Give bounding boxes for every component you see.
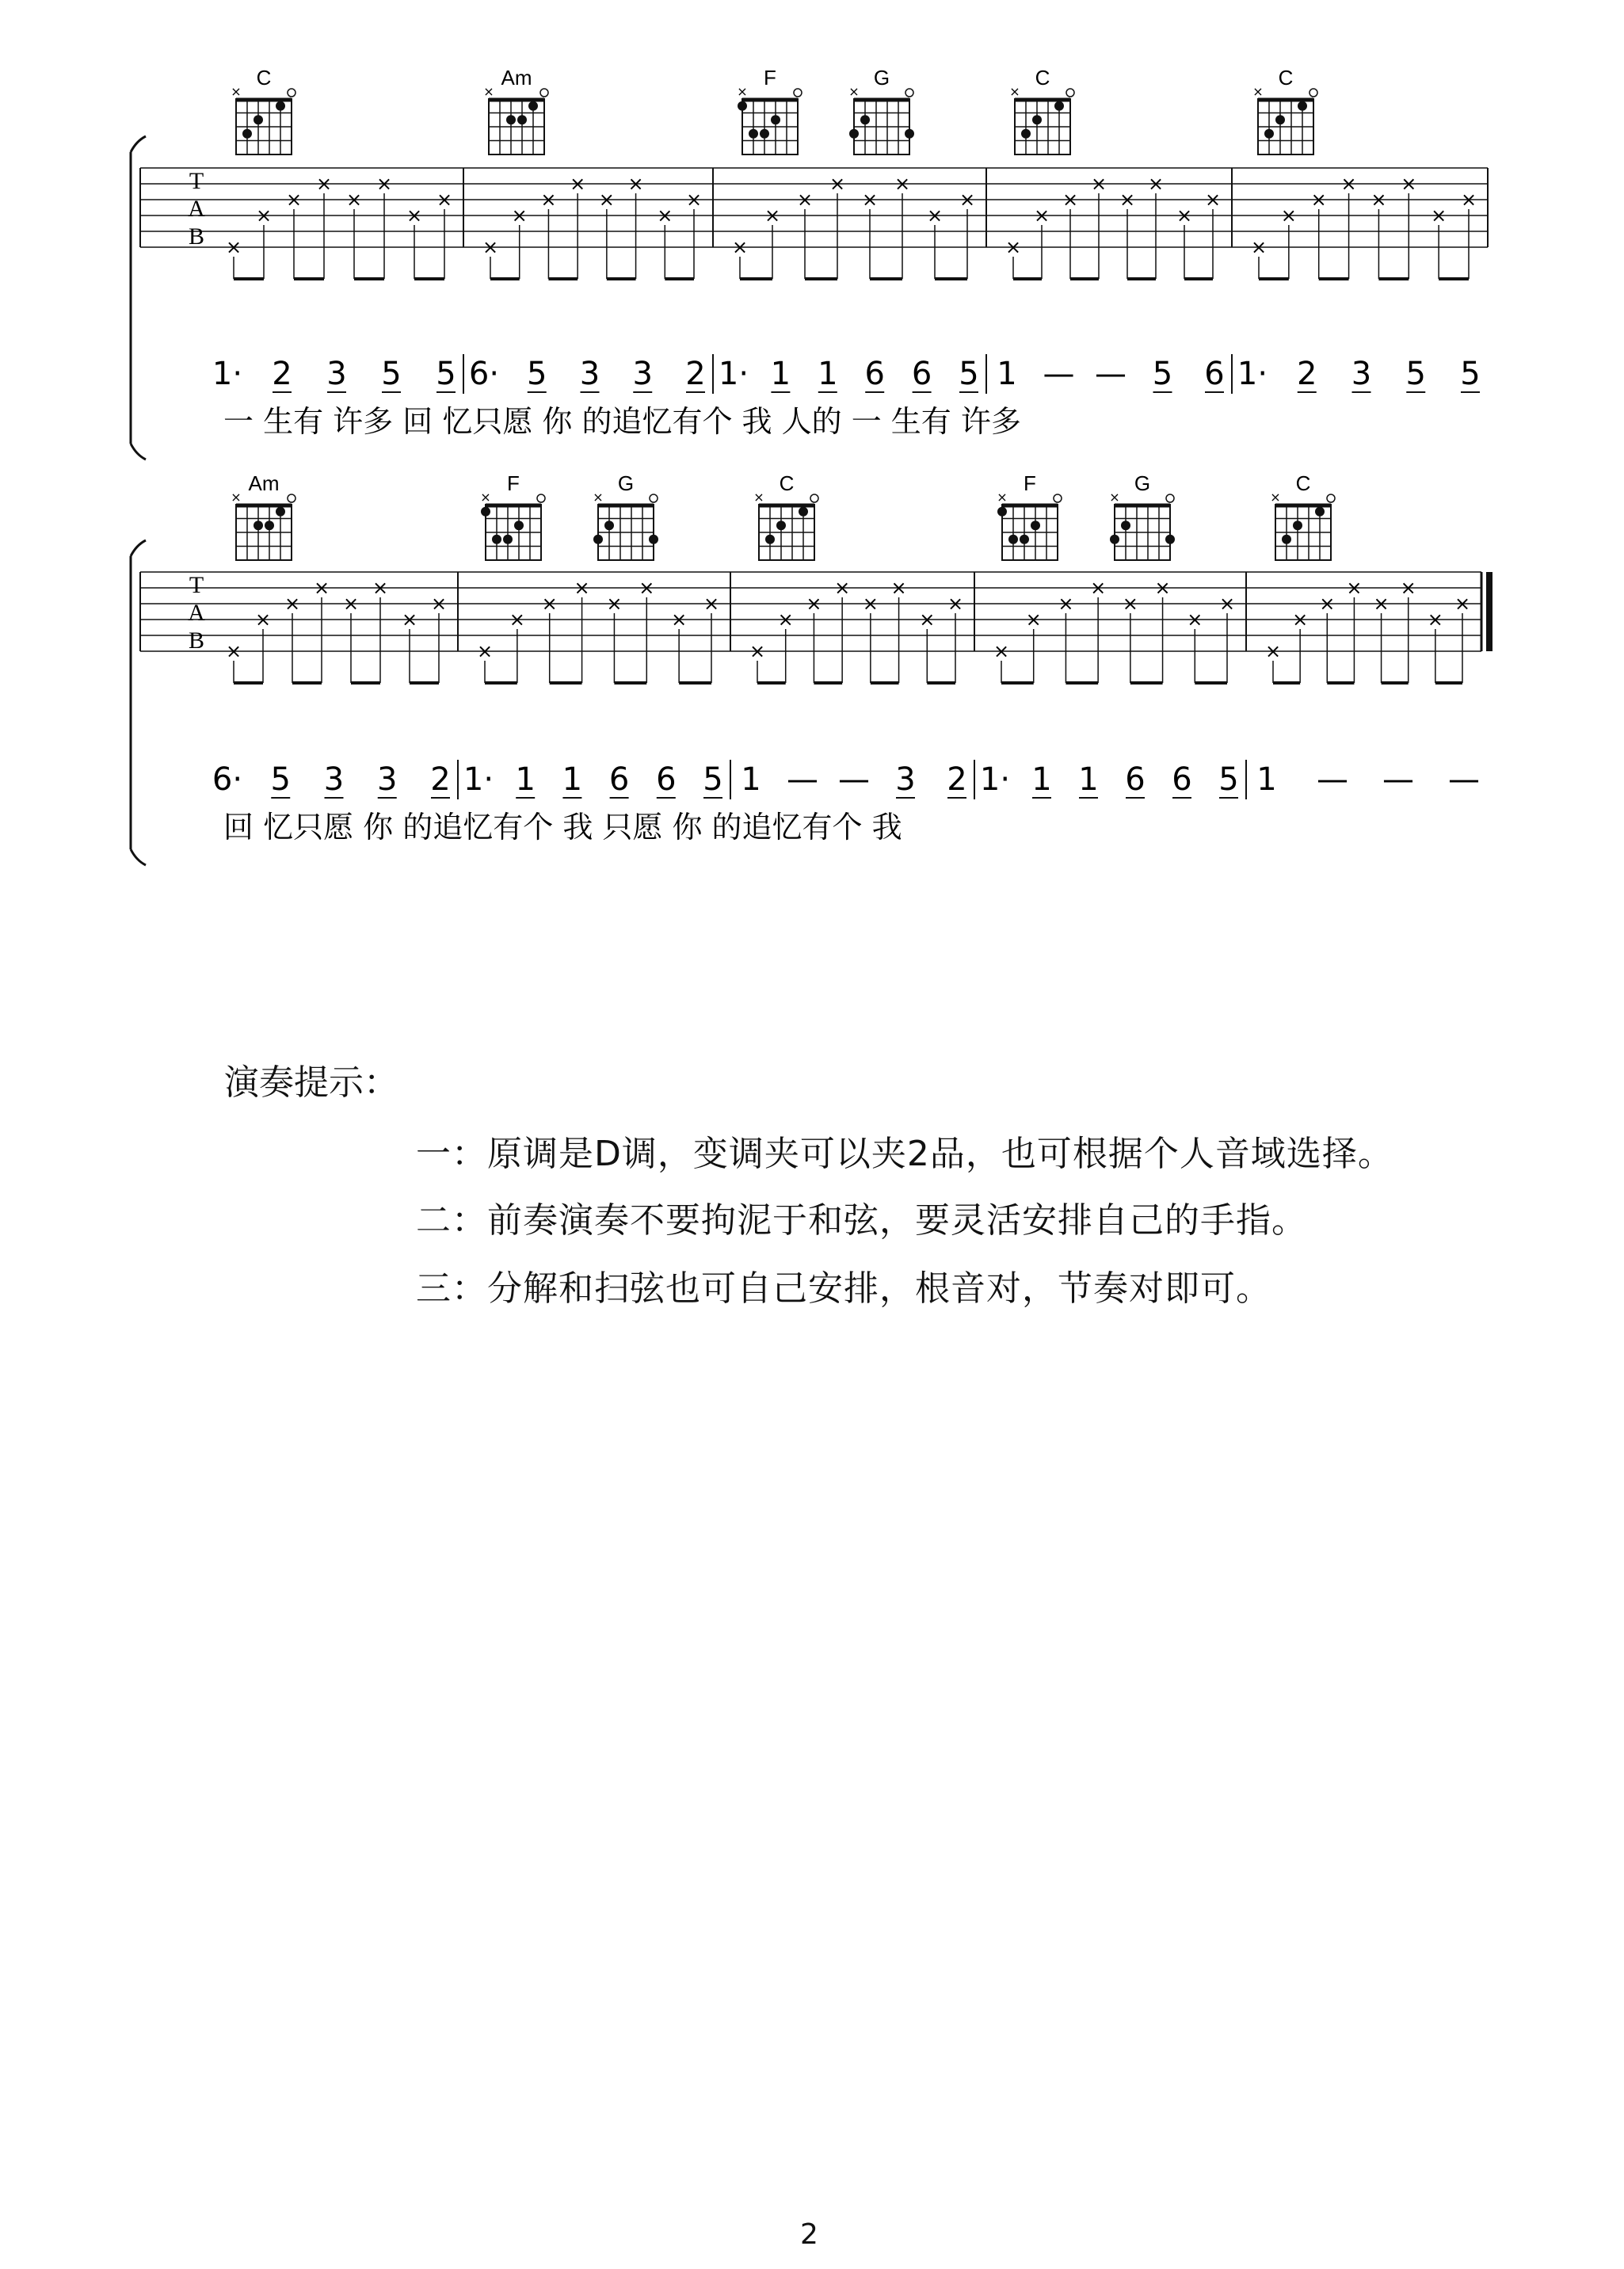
jianpu-note: 1 <box>515 761 536 798</box>
tip-2: 二：前奏演奏不要拘泥于和弦，要灵活安排自己的手指。 <box>416 1200 1307 1241</box>
tab-note-x: × <box>890 577 907 599</box>
tab-note-x: × <box>671 608 688 631</box>
jianpu-note: 6 <box>1172 761 1192 798</box>
muted-string-mark: × <box>737 84 748 99</box>
finger-dot <box>254 115 263 124</box>
chord-name: F <box>1024 471 1036 495</box>
jianpu-note: — <box>1448 761 1480 798</box>
tab-note-x: × <box>284 593 301 615</box>
finger-dot <box>265 521 274 530</box>
finger-dot <box>1021 129 1031 139</box>
jianpu-note: — <box>1382 761 1414 798</box>
finger-dot <box>849 129 859 139</box>
jianpu-note: 5 <box>703 761 723 798</box>
tab-note-x: × <box>627 173 644 195</box>
jianpu-note: 6· <box>212 761 243 798</box>
finger-dot <box>1032 115 1042 124</box>
finger-dot <box>1293 521 1302 530</box>
tab-note-x: × <box>342 593 360 615</box>
jianpu-note: 5 <box>959 356 979 392</box>
tab-note-x: × <box>1154 577 1171 599</box>
tab-note-x: × <box>731 236 749 258</box>
jianpu-note: 1 <box>562 761 583 798</box>
finger-dot <box>1110 535 1119 544</box>
tab-note-x: × <box>1025 608 1042 631</box>
jianpu-note: 1· <box>718 356 749 392</box>
tab-note-x: × <box>598 189 615 211</box>
jianpu-note: 2 <box>685 356 706 392</box>
tab-note-x: × <box>1460 189 1477 211</box>
tab-note-x: × <box>606 593 623 615</box>
jianpu-note: 1 <box>770 356 791 392</box>
tab-note-x: × <box>1176 204 1193 227</box>
tab-note-x: × <box>993 640 1010 662</box>
jianpu-note: — <box>838 761 870 798</box>
tab-note-x: × <box>959 189 976 211</box>
jianpu-note: 3 <box>377 761 398 798</box>
finger-dot <box>514 521 524 530</box>
jianpu-note: 6 <box>608 761 630 798</box>
jianpu-note: 1 <box>818 356 838 392</box>
finger-dot <box>1121 521 1130 530</box>
tab-note-x: × <box>570 173 586 195</box>
finger-dot <box>242 129 252 139</box>
jianpu-note: 1· <box>212 356 243 392</box>
tab-note-x: × <box>574 577 590 599</box>
open-string-mark <box>1327 494 1335 502</box>
muted-string-mark: × <box>231 84 242 99</box>
jianpu-note: 2 <box>430 761 451 798</box>
tab-note-x: × <box>285 189 303 211</box>
tab-note-x: × <box>796 189 814 211</box>
muted-string-mark: × <box>753 490 764 505</box>
jianpu-note: 3 <box>1351 356 1372 392</box>
open-string-mark <box>810 494 818 502</box>
tab-note-x: × <box>476 640 494 662</box>
finger-dot <box>1165 535 1175 544</box>
tab-note-x: × <box>777 608 794 631</box>
finger-dot <box>517 115 527 124</box>
tab-note-x: × <box>1250 236 1268 258</box>
lyrics-line: 回 忆只愿 你 的追忆有个 我 只愿 你 的追忆有个 我 <box>223 810 902 845</box>
jianpu-note: 6 <box>656 761 677 798</box>
tab-note-x: × <box>834 577 851 599</box>
muted-string-mark: × <box>1009 84 1020 99</box>
tab-note-x: × <box>1310 189 1327 211</box>
tab-note-x: × <box>401 608 418 631</box>
tab-note-x: × <box>1431 204 1447 227</box>
tab-note-x: × <box>1122 593 1138 615</box>
open-string-mark <box>1054 494 1062 502</box>
tab-note-x: × <box>1340 173 1357 195</box>
tab-clef-letter: T <box>189 168 204 194</box>
chord-name: C <box>779 471 795 495</box>
tab-note-x: × <box>225 640 242 662</box>
finger-dot <box>506 115 516 124</box>
tab-note-x: × <box>1401 173 1417 195</box>
finger-dot <box>765 535 775 544</box>
jianpu-note: 3 <box>323 761 345 798</box>
jianpu-note: 1 <box>741 761 761 798</box>
open-string-mark <box>1066 89 1074 97</box>
tab-note-x: × <box>313 577 330 599</box>
jianpu-note: 1 <box>1256 761 1277 798</box>
tab-clef-letter: A <box>188 196 205 222</box>
tab-note-x: × <box>430 593 448 615</box>
finger-dot <box>1275 115 1285 124</box>
open-string-mark <box>540 89 548 97</box>
jianpu-note: 1· <box>1237 356 1268 392</box>
tab-note-x: × <box>1427 608 1443 631</box>
tab-note-x: × <box>540 189 557 211</box>
tab-note-x: × <box>1264 640 1282 662</box>
tab-note-x: × <box>541 593 558 615</box>
jianpu-note: 3 <box>632 356 653 392</box>
tab-note-x: × <box>1005 236 1022 258</box>
tab-note-x: × <box>861 189 879 211</box>
tab-note-x: × <box>1119 189 1136 211</box>
finger-dot <box>481 507 490 517</box>
tab-note-x: × <box>1062 189 1079 211</box>
finger-dot <box>997 507 1007 517</box>
jianpu-note: 6 <box>1204 356 1225 392</box>
finger-dot <box>860 115 870 124</box>
tab-note-x: × <box>639 577 655 599</box>
open-string-mark <box>1309 89 1317 97</box>
jianpu-note: 1 <box>1031 761 1052 798</box>
tab-note-x: × <box>919 608 936 631</box>
tab-note-x: × <box>1058 593 1074 615</box>
tab-note-x: × <box>764 204 781 227</box>
jianpu-note: 5 <box>381 356 402 392</box>
chord-name: G <box>873 66 890 90</box>
muted-string-mark: × <box>480 490 491 505</box>
finger-dot <box>649 535 658 544</box>
tab-note-x: × <box>894 173 911 195</box>
tip-3: 三：分解和扫弦也可自己安排，根音对，节奏对即可。 <box>416 1268 1271 1309</box>
bracket-top-curl <box>131 136 146 152</box>
open-string-mark <box>905 89 913 97</box>
jianpu-note: 1 <box>997 356 1017 392</box>
tab-note-x: × <box>255 204 273 227</box>
chord-name: C <box>256 66 272 90</box>
open-string-mark <box>288 89 295 97</box>
lyrics-line: 一 生有 许多 回 忆只愿 你 的追忆有个 我 人的 一 生有 许多 <box>223 404 1021 439</box>
guitar-tab-score <box>0 0 1624 911</box>
tab-note-x: × <box>947 593 964 615</box>
jianpu-note: — <box>787 761 818 798</box>
tab-note-x: × <box>703 593 720 615</box>
tab-note-x: × <box>345 189 363 211</box>
tab-note-x: × <box>806 593 822 615</box>
tab-clef-letter: B <box>188 223 205 250</box>
tip-1: 一：原调是D调，变调夹可以夹2品，也可根据个人音域选择。 <box>416 1134 1393 1174</box>
jianpu-note: — <box>1095 356 1127 392</box>
tab-note-x: × <box>1346 577 1363 599</box>
chord-name: G <box>1134 471 1151 495</box>
tab-note-x: × <box>685 189 703 211</box>
finger-dot <box>760 129 769 139</box>
jianpu-note: 6· <box>468 356 500 392</box>
jianpu-note: 5 <box>1460 356 1481 392</box>
chord-name: Am <box>501 66 532 90</box>
chord-name: C <box>1278 66 1294 90</box>
jianpu-note: 5 <box>1405 356 1426 392</box>
open-string-mark <box>794 89 802 97</box>
finger-dot <box>1282 535 1291 544</box>
tab-note-x: × <box>1373 593 1390 615</box>
jianpu-note: 6 <box>911 356 932 392</box>
tab-note-x: × <box>254 608 272 631</box>
tab-note-x: × <box>1033 204 1050 227</box>
tab-note-x: × <box>509 608 525 631</box>
finger-dot <box>776 521 786 530</box>
finger-dot <box>492 535 501 544</box>
tab-note-x: × <box>376 173 393 195</box>
jianpu-note: — <box>1317 761 1348 798</box>
open-string-mark <box>288 494 295 502</box>
finger-dot <box>593 535 603 544</box>
finger-dot <box>1298 101 1307 111</box>
finger-dot <box>528 101 538 111</box>
jianpu-note: 3 <box>579 356 600 392</box>
tab-clef-letter: B <box>188 627 205 654</box>
jianpu-note: 1 <box>1078 761 1099 798</box>
muted-string-mark: × <box>231 490 242 505</box>
muted-string-mark: × <box>848 84 860 99</box>
tab-note-x: × <box>862 593 879 615</box>
jianpu-note: — <box>1043 356 1075 392</box>
finger-dot <box>1264 129 1274 139</box>
blank-area <box>1030 1356 1497 1586</box>
tab-note-x: × <box>1218 593 1236 615</box>
tab-note-x: × <box>1187 608 1203 631</box>
jianpu-note: 3 <box>326 356 347 392</box>
bracket-top-curl <box>131 540 146 556</box>
finger-dot <box>604 521 614 530</box>
tab-note-x: × <box>1090 173 1107 195</box>
chord-name: C <box>1035 66 1050 90</box>
chord-name: F <box>764 66 776 90</box>
tab-note-x: × <box>482 236 499 258</box>
tab-note-x: × <box>1280 204 1297 227</box>
finger-dot <box>276 507 285 517</box>
jianpu-note: 6 <box>1125 761 1146 798</box>
jianpu-note: 5 <box>270 761 291 798</box>
finger-dot <box>738 101 747 111</box>
jianpu-note: 6 <box>864 356 885 392</box>
open-string-mark <box>1166 494 1174 502</box>
finger-dot <box>1008 535 1018 544</box>
tab-clef-letter: A <box>188 600 205 626</box>
jianpu-note: 5 <box>1218 761 1239 798</box>
finger-dot <box>276 101 285 111</box>
finger-dot <box>254 521 263 530</box>
tab-note-x: × <box>315 173 333 195</box>
tab-note-x: × <box>1454 593 1471 615</box>
jianpu-note: 2 <box>947 761 967 798</box>
jianpu-note: 5 <box>436 356 456 392</box>
bracket-bottom-curl <box>131 849 146 865</box>
tab-clef-letter: T <box>189 572 204 598</box>
tab-note-x: × <box>749 640 766 662</box>
tab-note-x: × <box>225 236 242 258</box>
muted-string-mark: × <box>483 84 494 99</box>
jianpu-note: 1· <box>463 761 494 798</box>
finger-dot <box>799 507 808 517</box>
finger-dot <box>905 129 914 139</box>
tab-note-x: × <box>1370 189 1387 211</box>
tab-note-x: × <box>1090 577 1107 599</box>
tab-note-x: × <box>1292 608 1309 631</box>
jianpu-note: 5 <box>527 356 547 392</box>
finger-dot <box>503 535 513 544</box>
jianpu-note: 1· <box>979 761 1011 798</box>
muted-string-mark: × <box>593 490 604 505</box>
chord-name: C <box>1295 471 1311 495</box>
muted-string-mark: × <box>1252 84 1264 99</box>
tab-note-x: × <box>926 204 944 227</box>
finger-dot <box>1054 101 1064 111</box>
tab-note-x: × <box>1147 173 1165 195</box>
finger-dot <box>1315 507 1325 517</box>
jianpu-note: 2 <box>272 356 292 392</box>
tab-note-x: × <box>1319 593 1336 615</box>
chord-name: F <box>507 471 520 495</box>
page-number: 2 <box>800 2218 818 2251</box>
jianpu-note: 5 <box>1152 356 1173 392</box>
tab-note-x: × <box>511 204 528 227</box>
open-string-mark <box>537 494 545 502</box>
tab-note-x: × <box>372 577 389 599</box>
bracket-bottom-curl <box>131 444 146 460</box>
jianpu-note: 2 <box>1297 356 1317 392</box>
tab-note-x: × <box>657 204 673 227</box>
tab-note-x: × <box>1204 189 1222 211</box>
muted-string-mark: × <box>997 490 1008 505</box>
finger-dot <box>749 129 758 139</box>
tab-note-x: × <box>406 204 423 227</box>
chord-name: G <box>617 471 635 495</box>
finger-dot <box>1020 535 1029 544</box>
finger-dot <box>1031 521 1040 530</box>
tab-note-x: × <box>1400 577 1416 599</box>
jianpu-note: 3 <box>895 761 916 798</box>
muted-string-mark: × <box>1270 490 1281 505</box>
finger-dot <box>771 115 780 124</box>
chord-name: Am <box>248 471 280 495</box>
tab-note-x: × <box>436 189 453 211</box>
tab-note-x: × <box>829 173 846 195</box>
open-string-mark <box>650 494 658 502</box>
muted-string-mark: × <box>1109 490 1120 505</box>
tips-title: 演奏提示： <box>224 1062 398 1103</box>
